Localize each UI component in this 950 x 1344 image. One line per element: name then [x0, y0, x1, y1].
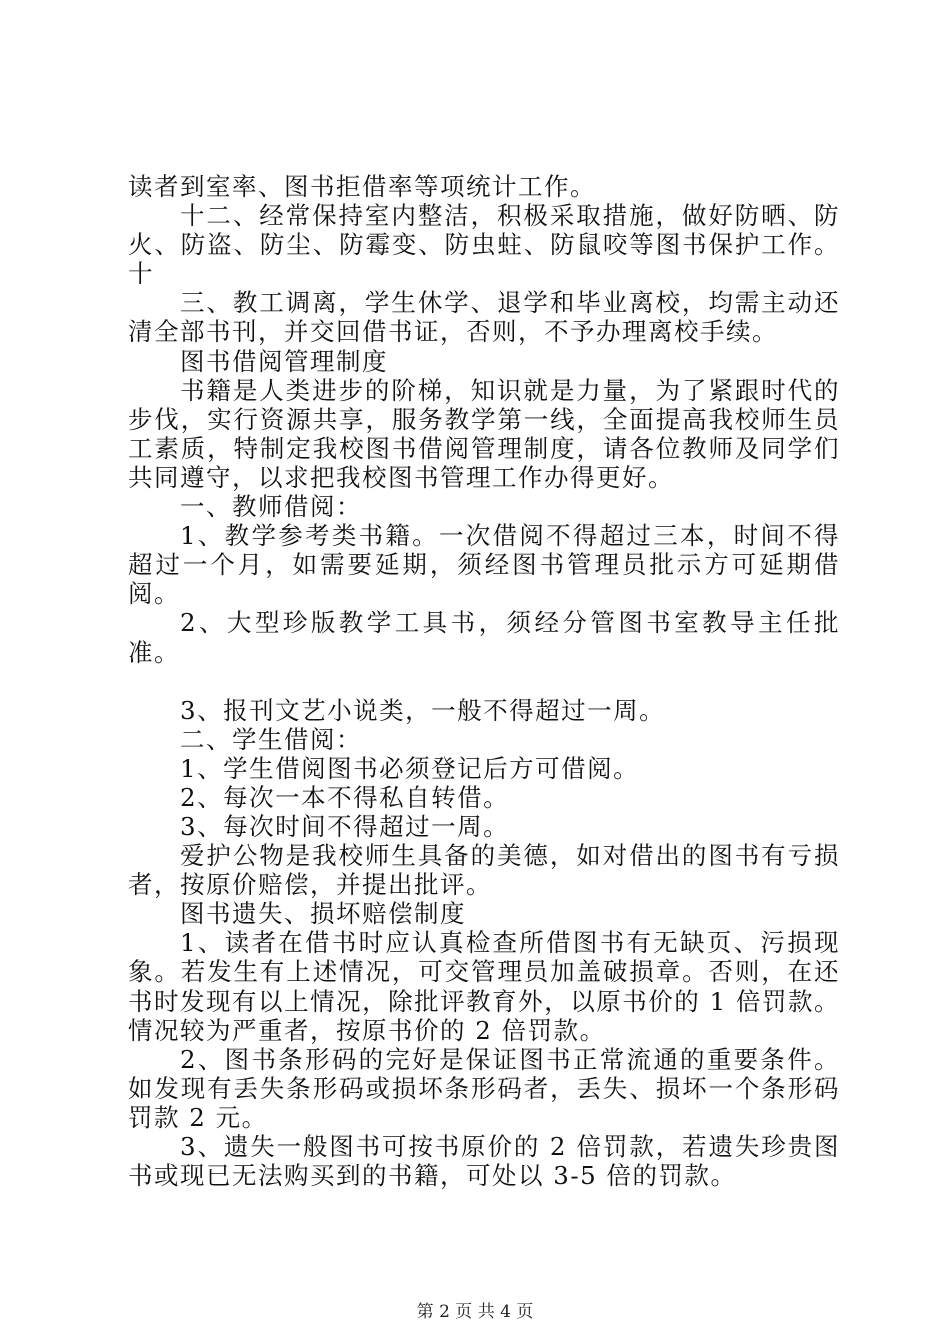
list-item: 2、大型珍版教学工具书，须经分管图书室教导主任批准。	[128, 608, 840, 667]
paragraph: 三、教工调离，学生休学、退学和毕业离校，均需主动还清全部书刊，并交回借书证，否则，不予办理离校手续。	[128, 288, 840, 347]
paragraph: 十二、经常保持室内整洁，积极采取措施，做好防晒、防火、防盗、防尘、防霉变、防虫蛀、防鼠咬等图书保护工作。十	[128, 201, 840, 289]
list-item: 3、报刊文艺小说类，一般不得超过一周。	[180, 695, 666, 725]
document-body	[128, 172, 840, 1190]
list-item: 3、每次时间不得超过一周。	[180, 811, 510, 841]
list-item: 2、图书条形码的完好是保证图书正常流通的重要条件。如发现有丢失条形码或损坏条形码者，丢失、损坏一个条形码罚款 2 元。	[128, 1044, 840, 1132]
page-number-label: 第 2 页 共 4 页	[416, 1302, 534, 1322]
list-item: 1、读者在借书时应认真检查所借图书有无缺页、污损现象。若发生有上述情况，可交管理员加盖破损章。否则，在还书时发现有以上情况，除批评教育外，以原书价的 1 倍罚款。情况较为严重者，按原书价的 2 倍罚款。	[128, 928, 840, 1045]
list-item: 1、学生借阅图书必须登记后方可借阅。	[180, 753, 640, 783]
list-item: 1、教学参考类书籍。一次借阅不得超过三本，时间不得超过一个月，如需要延期，须经图书管理员批示方可延期借阅。	[128, 521, 840, 609]
section-heading: 图书遗失、损坏赔偿制度	[180, 899, 466, 929]
subsection-heading: 二、学生借阅：	[180, 724, 362, 754]
paragraph: 书籍是人类进步的阶梯，知识就是力量，为了紧跟时代的步伐，实行资源共享，服务教学第一线，全面提高我校师生员工素质，特制定我校图书借阅管理制度，请各位教师及同学们共同遵守，以求把我校图书管理工作办得更好。	[128, 375, 840, 492]
list-item: 2、每次一本不得私自转借。	[180, 782, 510, 812]
page-footer	[0, 1302, 950, 1322]
paragraph: 读者到室率、图书拒借率等项统计工作。	[128, 172, 596, 201]
subsection-heading: 一、教师借阅：	[180, 492, 362, 522]
section-heading: 图书借阅管理制度	[180, 346, 388, 376]
list-item: 3、遗失一般图书可按书原价的 2 倍罚款，若遗失珍贵图书或现已无法购买到的书籍，可处以 3-5 倍的罚款。	[128, 1132, 840, 1191]
paragraph: 爱护公物是我校师生具备的美德，如对借出的图书有亏损者，按原价赔偿，并提出批评。	[128, 841, 840, 900]
